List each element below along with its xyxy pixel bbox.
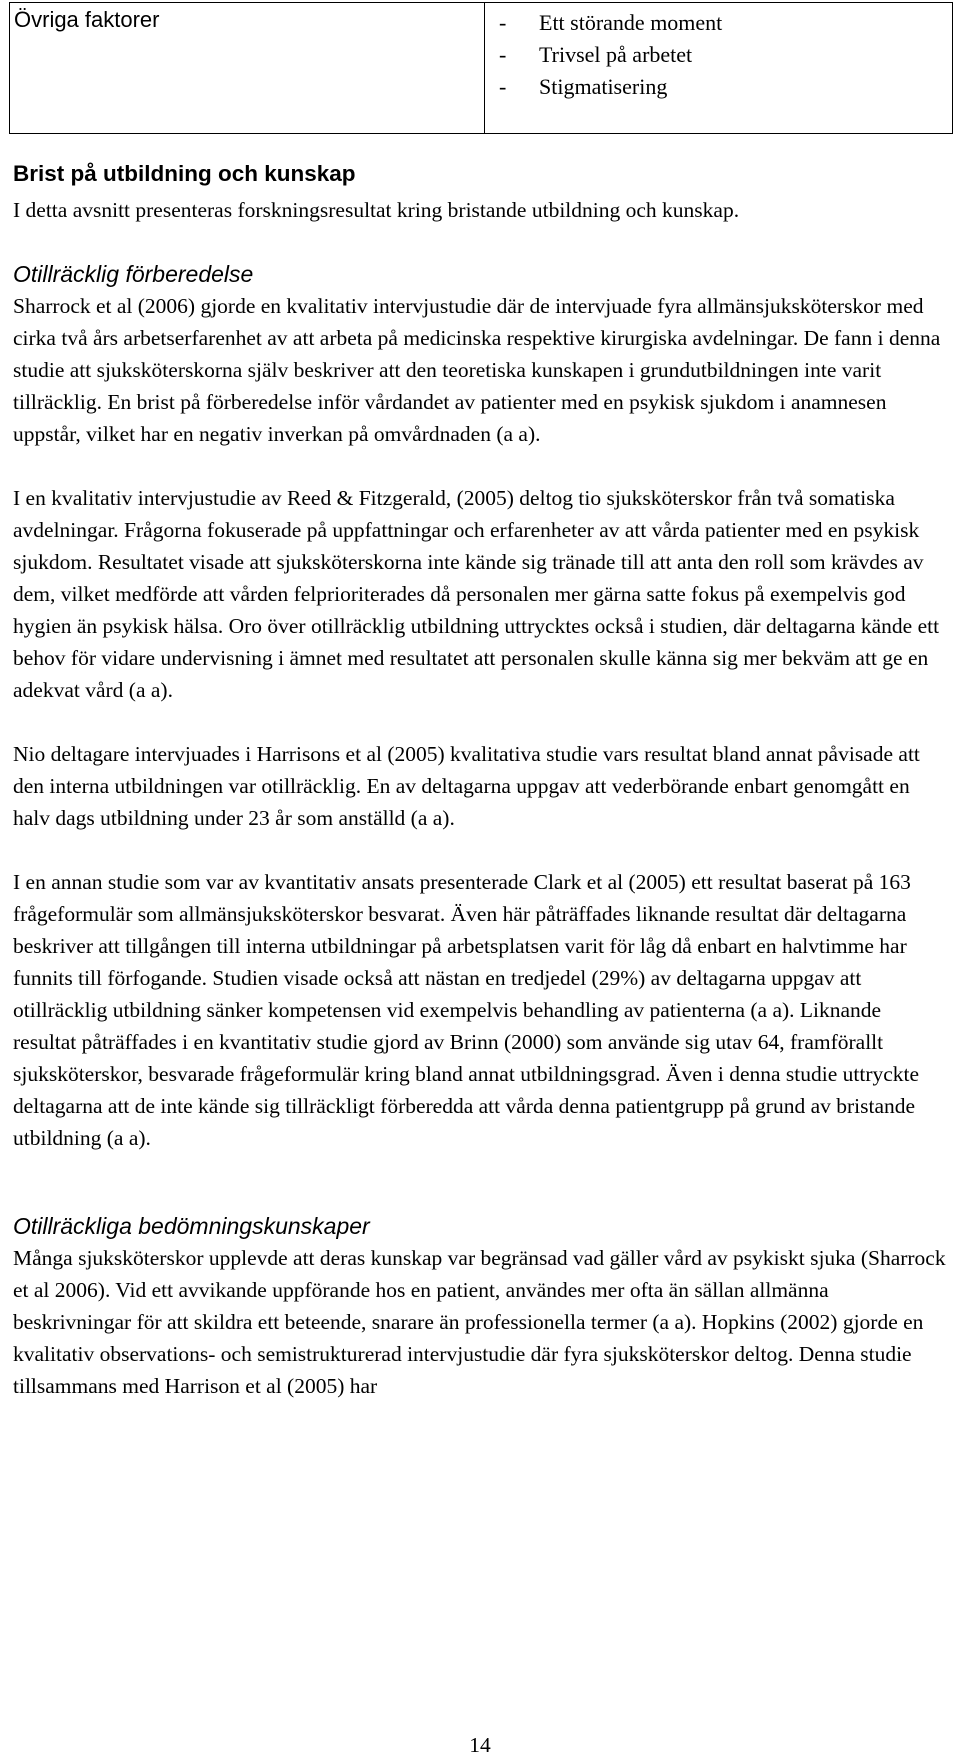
page-number: 14 bbox=[469, 1733, 491, 1757]
dash-marker: - bbox=[499, 42, 507, 67]
section-intro: I detta avsnitt presenteras forskningsresultat kring bristande utbildning och kunskap. bbox=[13, 198, 740, 222]
dash-marker: - bbox=[499, 74, 507, 99]
paragraph: Många sjuksköterskor upplevde att deras kunskap var begränsad vad gäller vård av psykiskt sjuka (Sharrock et al 2006). Vid ett avvikande uppförande hos en patient, användes mer ofta än sällan allmänna beskrivningar för att skildra ett beteende, snarare än professionella termer (a a). Hopkins (2002) gjorde en kvalitativ observations- och semistrukturerad intervjustudie där fyra sjuksköterskor deltog. Denna studie tillsammans med Harrison et al (2005) har bbox=[13, 1246, 946, 1398]
list-item bbox=[499, 7, 952, 39]
factor-label-cell bbox=[10, 3, 485, 134]
factors-table-wrapper bbox=[9, 2, 953, 134]
factors-table bbox=[9, 2, 953, 134]
table-row bbox=[10, 3, 953, 134]
factor-label: Övriga faktorer bbox=[14, 7, 160, 32]
paragraph: Nio deltagare intervjuades i Harrisons et al (2005) kvalitativa studie vars resultat bland annat påvisade att den interna utbildningen var otillräcklig. En av deltagarna uppgav att vederbörande enbart genomgått en halv dags utbildning under 23 år som anställd (a a). bbox=[13, 742, 920, 830]
subsection-heading-assessment: Otillräckliga bedömningskunskaper bbox=[13, 1213, 370, 1239]
paragraph: Sharrock et al (2006) gjorde en kvalitativ intervjustudie där de intervjuade fyra allmänsjuksköterskor med cirka två års arbetserfarenhet av att arbeta på medicinska respektive kirurgiska avdelningar. De fann i denna studie att sjuksköterskorna själv beskriver att den teoretiska kunskapen i grundutbildningen inte varit tillräcklig. En brist på förberedelse inför vårdandet av patienter med en psykisk sjukdom i anamnesen uppstår, vilket har en negativ inverkan på omvårdnaden (a a). bbox=[13, 294, 941, 446]
list-item-text: Trivsel på arbetet bbox=[539, 42, 693, 67]
list-item bbox=[499, 71, 952, 103]
list-item-text: Ett störande moment bbox=[539, 10, 723, 35]
list-item-text: Stigmatisering bbox=[539, 74, 668, 99]
document-body bbox=[13, 160, 948, 1402]
paragraph: I en kvalitativ intervjustudie av Reed & Fitzgerald, (2005) deltog tio sjuksköterskor från två somatiska avdelningar. Frågorna fokuserade på uppfattningar och erfarenheter av att vårda patienter med en psykisk sjukdom. Resultatet visade att sjuksköterskorna inte kände sig tränade till att anta den roll som krävdes av dem, vilket medförde att vården felprioriterades då personalen mer gärna satte fokus på exempelvis god hygien än psykisk hälsa. Oro över otillräcklig utbildning uttrycktes också i studien, där deltagarna kände ett behov för vidare undervisning i ämnet med resultatet att personalen skulle känna sig mer bekväm att ge en adekvat vård (a a). bbox=[13, 486, 940, 702]
subsection-heading-preparation: Otillräcklig förberedelse bbox=[13, 261, 254, 287]
dash-marker: - bbox=[499, 10, 507, 35]
paragraph: I en annan studie som var av kvantitativ ansats presenterade Clark et al (2005) ett resultat baserat på 163 frågeformulär som allmänsjuksköterskor besvarat. Även här påträffades liknande resultat där deltagarna beskriver att tillgången till interna utbildningar på arbetsplatsen varit för låg då enbart en halvtimme har funnits till förfogande. Studien visade också att nästan en tredjedel (29%) av deltagarna uppgav att otillräcklig utbildning sänker kompetensen vid exempelvis behandling av patienterna (a a). Liknande resultat påträffades i en kvantitativ studie gjord av Brinn (2000) som använde sig utav 64, framförallt sjuksköterskor, besvarade frågeformulär kring bland annat utbildningsgrad. Även i denna studie uttryckte deltagarna att de inte kände sig tillräckligt förberedda att vårda denna patientgrupp på grund av bristande utbildning (a a). bbox=[13, 870, 920, 1150]
section-heading: Brist på utbildning och kunskap bbox=[13, 161, 356, 186]
factor-items-cell bbox=[485, 3, 953, 134]
list-item bbox=[499, 39, 952, 71]
